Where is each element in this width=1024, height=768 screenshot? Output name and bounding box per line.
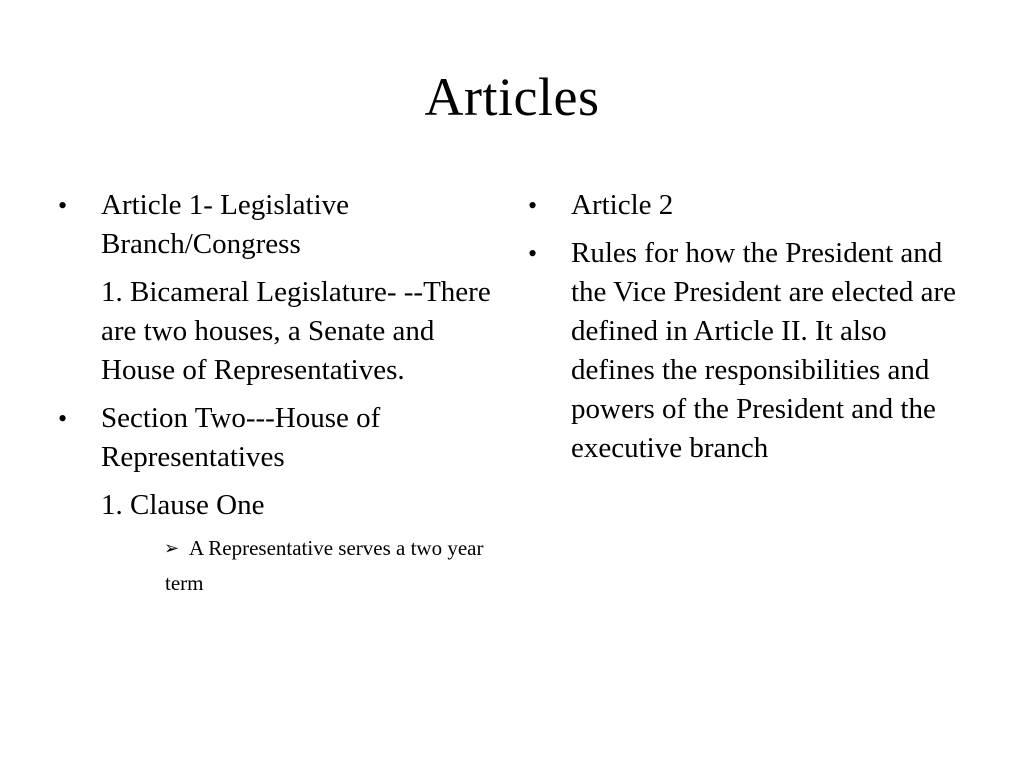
left-column (58, 186, 498, 598)
continuation-text: term (165, 571, 204, 595)
bullet-item (528, 234, 968, 468)
bullet-item (58, 399, 498, 477)
bullet-text: Article 2 (571, 189, 674, 221)
slide-title: Articles (424, 67, 600, 127)
bullet-icon: • (58, 191, 68, 220)
bullet-item (528, 186, 968, 225)
sub-sub-text: A Representative serves a two year (189, 536, 484, 560)
right-column (528, 186, 968, 477)
bullet-text: Article 1- Legislative Branch/Congress (101, 189, 350, 260)
arrow-bullet-icon: ➢ (164, 538, 180, 558)
sub-item: 1. Bicameral Legislature- --There are two houses, a Senate and House of Representatives. (101, 276, 491, 386)
bullet-icon: • (528, 191, 538, 220)
sub-sub-item (58, 534, 498, 563)
bullet-text: Section Two---House of Representatives (101, 402, 381, 473)
bullet-text: Rules for how the President and the Vice President are elected are defined in Article II. It also defines the responsibilities and powers of the President and the executive branch (571, 237, 956, 464)
sub-item: 1. Clause One (101, 489, 265, 521)
bullet-icon: • (528, 239, 538, 268)
bullet-icon: • (58, 404, 68, 433)
bullet-item (58, 186, 498, 264)
